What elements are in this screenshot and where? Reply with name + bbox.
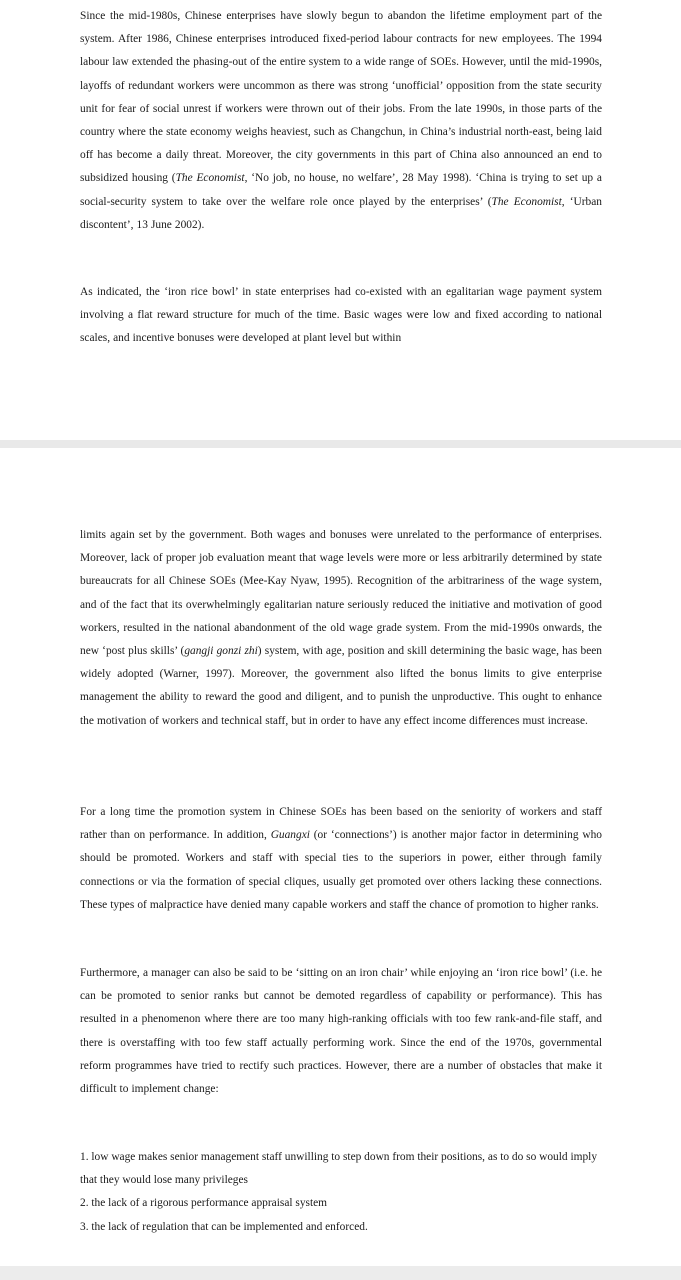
obstacles-list: [80, 1146, 602, 1239]
page-separator: [0, 1266, 681, 1280]
paragraph-promotion-system: [80, 801, 602, 917]
paragraph-wage-system: [80, 524, 602, 733]
list-item: 2. the lack of a rigorous performance appraisal system: [80, 1197, 328, 1210]
citation-title: The Economist: [175, 172, 245, 185]
paragraph-text: limits again set by the government. Both wages and bonuses were unrelated to the performance of enterprises. Moreover, lack of proper job evaluation meant that wage levels were more or less arbitrarily determined by state bureaucrats for all Chinese SOEs (Mee-Kay Nyaw, 1995). Recognition of the arbitrariness of the wage system, and of the fact that its overwhelmingly egalitarian nature seriously reduced the initiative and motivation of good workers, resulted in the national abandonment of the old wage grade system. From the mid-1990s onwards, the new ‘post plus skills’ (: [80, 529, 602, 658]
italic-term: gangji gonzi zhi: [184, 645, 258, 658]
paragraph-iron-chair: Furthermore, a manager can also be said to be ‘sitting on an iron chair’ while enjoying an ‘iron rice bowl’ (i.e. he can be promoted to senior ranks but cannot be demoted regardless of capability or performance). This has resulted in a phenomenon where there are too many high-ranking officials with too few rank-and-file staff, and there is overstaffing with too few staff actually performing work. Since the end of the 1970s, governmental reform programmes have tried to rectify such practices. However, there are a number of obstacles that make it difficult to implement change:: [80, 967, 602, 1096]
citation-title: The Economist: [491, 195, 562, 208]
paragraph-text: For a long time the promotion system in Chinese SOEs has been based on the seniority of workers and staff rather than on performance. In addition,: [80, 806, 602, 842]
italic-term: Guangxi: [270, 829, 310, 842]
paragraph-iron-rice-bowl: As indicated, the ‘iron rice bowl’ in state enterprises had co-existed with an egalitarian wage payment system involving a flat reward structure for much of the time. Basic wages were low and fixed according to national scales, and incentive bonuses were developed at plant level but within: [80, 286, 602, 345]
page-separator: [0, 440, 681, 448]
paragraph-lifetime-employment: [80, 5, 602, 237]
paragraph-text: ) system, with age, position and skill determining the basic wage, has been widely adopted (Warner, 1997). Moreover, the government also lifted the bonus limits to give enterprise management the ability to reward the good and diligent, and to punish the unproductive. This ought to enhance the motivation of workers and technical staff, but in order to have any effect income differences must increase.: [80, 645, 602, 727]
paragraph-text: Since the mid-1980s, Chinese enterprises have slowly begun to abandon the lifetime employment part of the system. After 1986, Chinese enterprises introduced fixed-period labour contracts for new employees. The 1994 labour law extended the phasing-out of the entire system to a wide range of SOEs. However, until the mid-1990s, layoffs of redundant workers were uncommon as there was strong ‘unofficial’ opposition from the state security unit for fear of social unrest if workers were thrown out of their jobs. From the late 1990s, in those parts of the country where the state economy weighs heaviest, such as Changchun, in China’s industrial north-east, being laid off has become a daily threat. Moreover, the city governments in this part of China also announced an end to subsidized housing (: [80, 10, 602, 185]
paragraph-text: (or ‘connections’) is another major factor in determining who should be promoted. Workers and staff with special ties to the superiors in power, either through family connections or via the formation of special cliques, usually get promoted over others lacking these connections. These types of malpractice have denied many capable workers and staff the chance of promotion to higher ranks.: [80, 829, 602, 911]
paragraph-text: , ‘No job, no house, no welfare’, 28 May 1998). ‘China is trying to set up a social-security system to take over the welfare role once played by the enterprises’ (: [80, 172, 602, 208]
list-item: 1. low wage makes senior management staff unwilling to step down from their positions, as to do so would imply that they would lose many privileges: [80, 1151, 598, 1187]
document-page-1: [0, 0, 681, 440]
list-item: 3. the lack of regulation that can be implemented and enforced.: [80, 1220, 368, 1233]
paragraph-text: , ‘Urban discontent’, 13 June 2002).: [80, 195, 602, 231]
